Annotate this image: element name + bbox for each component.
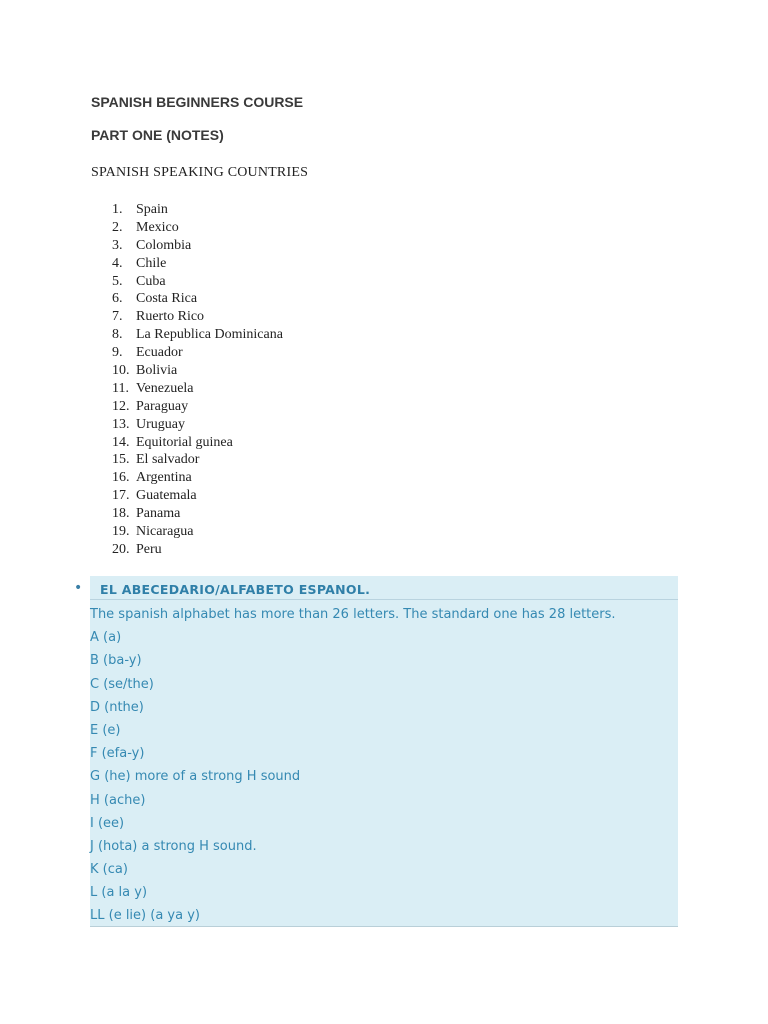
list-number: 13. — [112, 416, 130, 432]
countries-heading: SPANISH SPEAKING COUNTRIES — [91, 165, 309, 180]
alphabet-letter: G (he) more of a strong H sound — [90, 769, 301, 785]
list-number: 19. — [112, 524, 130, 540]
alphabet-letter: C (se/the) — [90, 676, 154, 692]
section-divider — [90, 599, 678, 600]
alphabet-letter: E (e) — [90, 722, 121, 738]
list-number: 16. — [112, 470, 130, 486]
alphabet-lines — [90, 604, 616, 929]
country-name: Mexico — [136, 219, 179, 235]
alphabet-letter: F (efa-y) — [90, 746, 145, 762]
alphabet-letter: H (ache) — [90, 792, 146, 808]
country-name: Bolivia — [136, 363, 178, 379]
country-name: Uruguay — [136, 416, 185, 432]
alphabet-letter: K (ca) — [90, 862, 128, 878]
list-number: 1. — [112, 202, 123, 217]
list-number: 8. — [112, 327, 123, 343]
document-title: SPANISH BEGINNERS COURSE — [91, 94, 304, 110]
alphabet-letter: L (a la y) — [90, 885, 148, 901]
alphabet-heading: EL ABECEDARIO/ALFABETO ESPANOL. — [100, 582, 371, 597]
alphabet-letter: LL (e lie) (a ya y) — [90, 908, 200, 924]
list-number: 10. — [112, 363, 130, 379]
country-name: Argentina — [136, 470, 192, 486]
alphabet-letter: B (ba-y) — [90, 653, 142, 669]
country-name: Guatemala — [136, 488, 197, 504]
alphabet-letter: A (a) — [90, 630, 122, 646]
list-number: 20. — [112, 541, 130, 557]
country-name: Nicaragua — [136, 524, 194, 540]
country-name: Spain — [136, 202, 168, 217]
list-number: 7. — [112, 309, 123, 325]
country-name: Paraguay — [136, 398, 189, 414]
list-number: 18. — [112, 506, 130, 522]
country-name: Peru — [136, 541, 162, 557]
list-number: 11. — [112, 380, 129, 396]
country-name: Panama — [136, 506, 181, 522]
alphabet-intro: The spanish alphabet has more than 26 letters. The standard one has 28 letters. — [90, 607, 616, 622]
list-number: 12. — [112, 398, 130, 414]
list-number: 14. — [112, 434, 130, 450]
alphabet-letter: D (nthe) — [90, 699, 144, 715]
list-number: 4. — [112, 255, 123, 271]
list-number: 2. — [112, 219, 123, 235]
country-name: Venezuela — [136, 380, 194, 396]
list-number: 9. — [112, 345, 123, 361]
list-number: 3. — [112, 237, 123, 253]
list-number: 6. — [112, 291, 123, 307]
alphabet-letter: I (ee) — [90, 815, 125, 831]
country-name: Ruerto Rico — [136, 309, 205, 325]
bullet-icon: • — [74, 580, 83, 596]
country-name: Costa Rica — [136, 291, 198, 307]
country-name: Cuba — [136, 273, 166, 289]
country-name: Chile — [136, 255, 167, 271]
list-number: 17. — [112, 488, 130, 504]
document-subtitle: PART ONE (NOTES) — [91, 127, 224, 143]
country-name: El salvador — [136, 452, 200, 468]
alphabet-letter: J (hota) a strong H sound. — [90, 838, 257, 854]
list-number: 5. — [112, 273, 123, 289]
country-name: Equitorial guinea — [136, 434, 233, 450]
list-number: 15. — [112, 452, 130, 468]
country-name: Ecuador — [136, 345, 183, 361]
country-name: Colombia — [136, 237, 192, 253]
country-name: La Republica Dominicana — [136, 327, 283, 343]
